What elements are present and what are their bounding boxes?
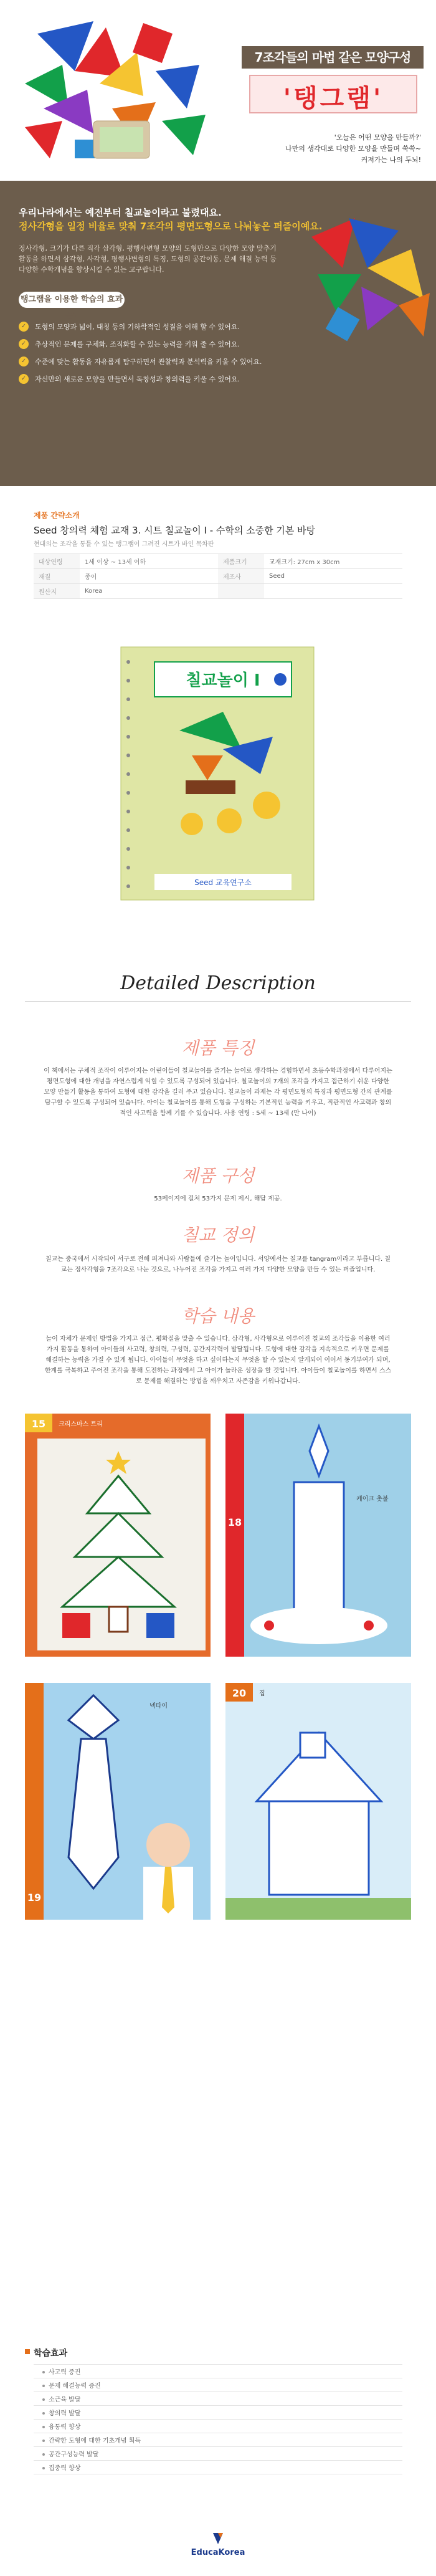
tangram-card-house (225, 1683, 411, 1920)
intro-paragraph: 정사각형, 크기가 다른 직각 삼각형, 평행사변형 모양의 도형만으로 다양한 모양 맞추기 활동을 하면서 삼각형, 사각형, 평행사변형의 특징, 도형의 공간이동, 문제 해결 능력 등 다양한 수학개념을 향상시킬 수 있는 교구랍니다. (19, 244, 277, 274)
bullet-icon (42, 2385, 45, 2387)
divider (25, 1001, 411, 1002)
effect-tag: 탱그램을 이용한 학습의 효과는? (19, 292, 125, 308)
section-title-features: 제품 특징 (181, 1038, 255, 1058)
table-row: 융통력 향상 (34, 2420, 402, 2433)
logo-icon (187, 2531, 249, 2547)
svg-text:집: 집 (259, 1690, 265, 1697)
tangram-card-tree (25, 1414, 211, 1657)
hero-tagline: 7조각들의 마법 같은 모양구성 (242, 46, 424, 69)
effect-item: ✓ 추상적인 문제를 구체화, 조직화할 수 있는 능력을 키워 줄 수 있어요. (19, 335, 305, 353)
table-row: 소근육 발달 (34, 2392, 402, 2406)
bullet-icon (42, 2398, 45, 2401)
bullet-icon: ✓ (19, 339, 29, 349)
learning-title: 학습효과 (34, 2349, 68, 2358)
intro-section (0, 181, 436, 486)
hero-sub2: 나만의 생각대로 다양한 모양을 만들며 쑥쑥~ (285, 145, 421, 153)
tangram-pieces-illustration (12, 15, 218, 165)
hero-banner (0, 0, 436, 181)
bullet-icon (42, 2412, 45, 2415)
effect-item: ✓ 도형의 모양과 넓이, 대칭 등의 기하학적인 성질을 이해 할 수 있어요. (19, 318, 305, 335)
effects-list (19, 318, 305, 388)
section-title-composition: 제품 구성 (181, 1166, 255, 1186)
section-text-composition: 53페이지에 걸쳐 53가지 문제 제시, 해답 제공. (154, 1195, 282, 1202)
table-row: 사고력 증진 (34, 2365, 402, 2378)
bullet-icon: ✓ (19, 322, 29, 332)
spec-table (34, 553, 402, 599)
svg-text:15: 15 (31, 1418, 46, 1430)
hero-title-box (249, 75, 417, 113)
bullet-icon (42, 2371, 45, 2373)
product-desc: 현대의는 조각을 통틀 수 있는 탱그램이 그려진 시트가 바인 목차판 (34, 541, 214, 548)
section-text-learning: 놀이 자체가 문제인 방법을 가지고 접근, 평화질을 맞출 수 있습니다. 삼각형, 사각형으로 이루어진 칠교의 조각들을 이용한 여러 가지 활동을 통하여 아이들의 사고력, 창의력, 구성력, 공간지각력이 발달됩니다. 도형에 대한 감각을 지속적으로 키우면 문제를 해결하는 능력을 가질 수 있게 됩니다. 아이들이 무엇을 하고 싶어하는지 무엇을 할 수 있는지 알게되어 이어서 동기부여가 되며, 한계를 극복하고 주어진 조각을 통해 도전하는 과정에서 그 아이가 놀라운 성장을 할 것입니다. 아이들이 칠교놀이를 하면서 스스로 문제를 해결하는 방법을 깨우치고 자존감을 키워나갑니다. (44, 1336, 392, 1385)
book-title: 칠교놀이 I (186, 671, 260, 690)
effect-item: ✓ 수준에 맞는 활동을 자유롭게 탐구하면서 관찰력과 분석력을 키울 수 있어요. (19, 353, 305, 370)
table-row: 원산지 Korea (34, 584, 402, 599)
intro-heading-1: 우리나라에서는 예전부터 칠교놀이라고 불렸대요. (19, 207, 222, 218)
section-title-learning: 학습 내용 (181, 1306, 255, 1326)
hero-title: '탱그램' (283, 84, 384, 113)
bullet-icon (42, 2440, 45, 2442)
bullet-icon: ✓ (19, 357, 29, 366)
bullet-icon (25, 2349, 30, 2354)
svg-text:20: 20 (232, 1687, 247, 1699)
svg-text:넥타이: 넥타이 (149, 1703, 168, 1710)
learning-effects (0, 2347, 436, 2534)
section-title-definition: 칠교 정의 (181, 1225, 255, 1245)
book-photo (117, 643, 318, 904)
learning-table (34, 2364, 402, 2474)
book-brand: Seed 교육연구소 (194, 878, 252, 887)
table-row: 대상연령 1세 이상 ~ 13세 이하 제품크기 교재크기: 27cm x 30cm (34, 554, 402, 569)
svg-text:18: 18 (227, 1516, 242, 1528)
intro-heading-2: 정사각형을 일정 비율로 맞춰 7조각의 평면도형으로 나눠놓은 퍼즐이예요. (19, 221, 323, 232)
hero-sub1: '오늘은 어떤 모양을 만들까?' (334, 133, 421, 141)
effect-item: ✓ 자신만의 새로운 모양을 만들면서 독창성과 창의력을 키울 수 있어요. (19, 370, 305, 388)
educakorea-logo (187, 2531, 249, 2555)
tangram-card-candle (225, 1414, 411, 1657)
logo-text: EducaKorea (191, 2548, 245, 2557)
product-tag: 제품 간략소개 (34, 511, 80, 520)
table-row: 공간구성능력 발달 (34, 2447, 402, 2461)
svg-text:케이크 촛불: 케이크 촛불 (356, 1496, 389, 1503)
section-text-features: 이 책에서는 구체적 조작이 이루어지는 어린이들이 칠교놀이를 즐기는 놀이로 생각하는 경험하면서 초등수학과정에서 다루어지는 평면도형에 대한 개념을 자연스럽게 익힐 수 있도록 구성되어 있습니다. 칠교놀이의 7개의 조각을 가지고 접근하기 쉬운 다양한 모양 만들기 활동을 통하여 도형에 대한 감각을 길러 주고 있습니다. 칠교놀이 과제는 각 평면도형의 특징과 평면도형 간의 관계를 탐구할 수 있도록 구성되어 있습니다. 아이는 칠교놀이를 통해 도형을 구성하는 기본적인 능력을 키우고, 직관적인 사고력과 창의적인 사고력을 함께 기를 수 있습니다. 사용 연령 : 5세 ~ 13세 (만 나이) (44, 1068, 392, 1117)
hero-sub3: 커져가는 나의 두뇌! (361, 156, 421, 164)
table-row: 문제 해결능력 증진 (34, 2378, 402, 2392)
table-row: 재질 종이 제조사 Seed (34, 569, 402, 584)
svg-text:19: 19 (27, 1892, 42, 1903)
table-row: 집중력 향상 (34, 2461, 402, 2474)
bullet-icon (42, 2467, 45, 2469)
svg-text:크리스마스 트리: 크리스마스 트리 (59, 1421, 103, 1428)
bullet-icon: ✓ (19, 374, 29, 384)
bullet-icon (42, 2426, 45, 2428)
table-row: 창의력 발달 (34, 2406, 402, 2420)
bullet-icon (42, 2453, 45, 2456)
detailed-description-title: Detailed Description (120, 972, 316, 994)
product-title: Seed 창의력 체험 교재 3. 시트 칠교놀이 I - 수학의 소중한 기본 바탕 (34, 525, 316, 536)
detailed-description-header (0, 960, 436, 1010)
table-row: 간략한 도형에 대한 기초개념 획득 (34, 2433, 402, 2447)
section-text-definition: 칠교는 중국에서 시작되어 서구로 전해 퍼져나와 사람들에 즐기는 놀이입니다. 서양에서는 칠교를 tangram이라고 부릅니다. 칠교는 정사각형을 7조각으로 나눈 것으로, 나누어진 조각을 가지고 여러 가지 다양한 모양을 만들 수 있는 퍼즐입니다. (45, 1256, 391, 1273)
tangram-card-tie (25, 1683, 211, 1920)
